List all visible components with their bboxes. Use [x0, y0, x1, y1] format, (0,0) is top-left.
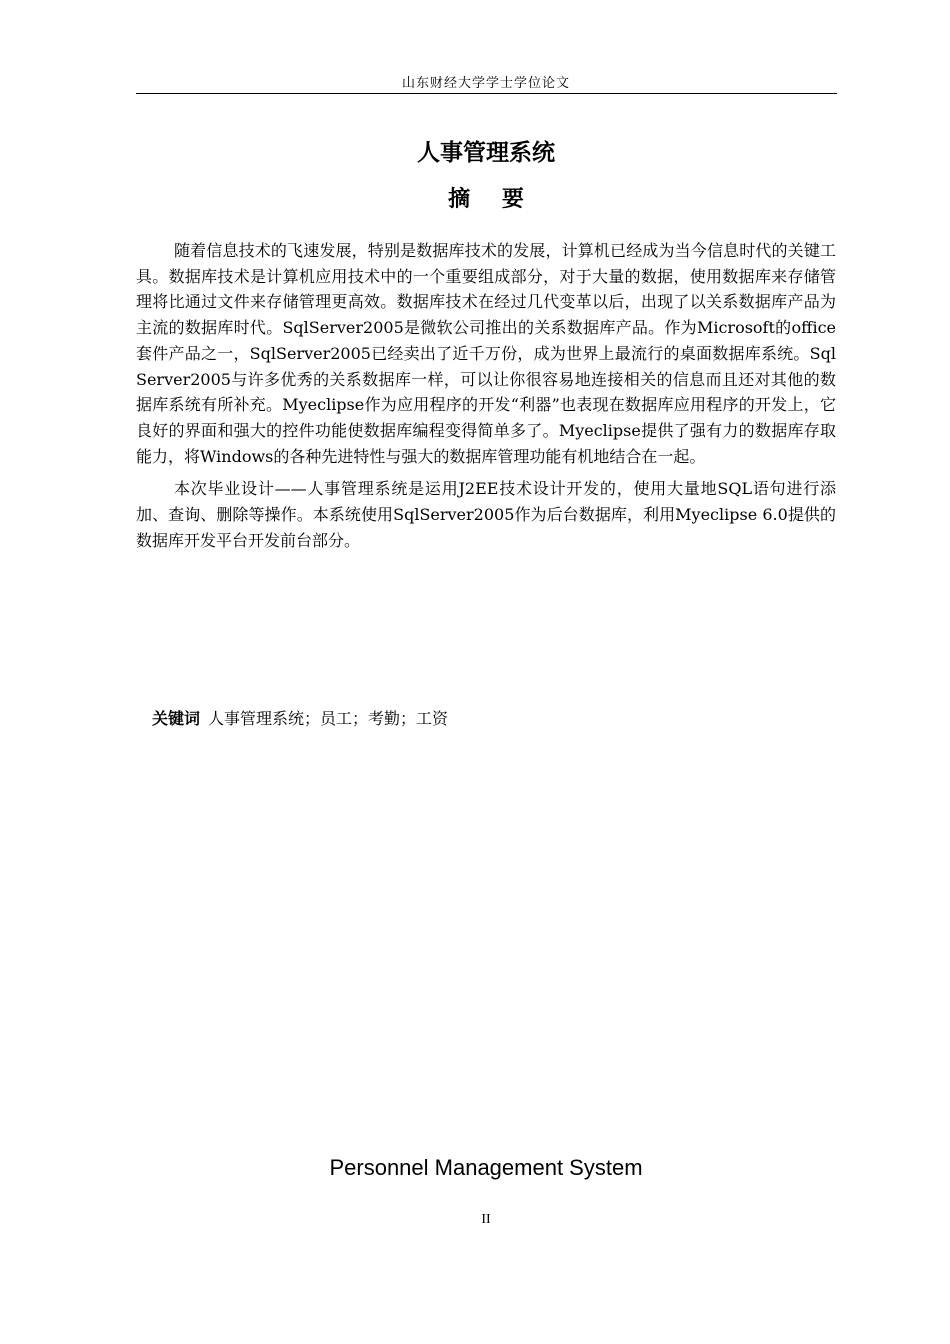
abstract-paragraph-2: 本次毕业设计——人事管理系统是运用J2EE技术设计开发的，使用大量地SQL语句进行添加、查询、删除等操作。本系统使用SqlServer2005作为后台数据库，利用Myeclipse 6.0提供的数据库开发平台开发前台部分。 — [136, 479, 836, 550]
keywords-line — [152, 707, 832, 731]
page-number: II — [481, 1212, 491, 1227]
abstract-body — [136, 238, 836, 560]
abstract-paragraph-1: 随着信息技术的飞速发展，特别是数据库技术的发展，计算机已经成为当今信息时代的关键工具。数据库技术是计算机应用技术中的一个重要组成部分，对于大量的数据，使用数据库来存储管理将比通过文件来存储管理更高效。数据库技术在经过几代变革以后，出现了以关系数据库产品为主流的数据库时代。SqlServer2005是微软公司推出的关系数据库产品。作为Microsoft的office套件产品之一，SqlServer2005已经卖出了近千万份，成为世界上最流行的桌面数据库系统。SqlServer2005与许多优秀的关系数据库一样，可以让你很容易地连接相关的信息而且还对其他的数据库系统有所补充。Myeclipse作为应用程序的开发“利器”也表现在数据库应用程序的开发上，它良好的界面和强大的控件功能使数据库编程变得简单多了。Myeclipse提供了强有力的数据库存取能力，将Windows的各种先进特性与强大的数据库管理功能有机地结合在一起。 — [136, 241, 836, 466]
document-title: 人事管理系统 — [417, 140, 555, 166]
keywords-label: 关键词 — [152, 709, 201, 728]
keywords-value: 人事管理系统；员工；考勤；工资 — [208, 709, 449, 728]
english-title: Personnel Management System — [329, 1155, 643, 1180]
abstract-heading: 摘 要 — [448, 187, 536, 212]
header-rule — [136, 93, 837, 94]
running-header: 山东财经大学学士学位论文 — [401, 76, 570, 91]
